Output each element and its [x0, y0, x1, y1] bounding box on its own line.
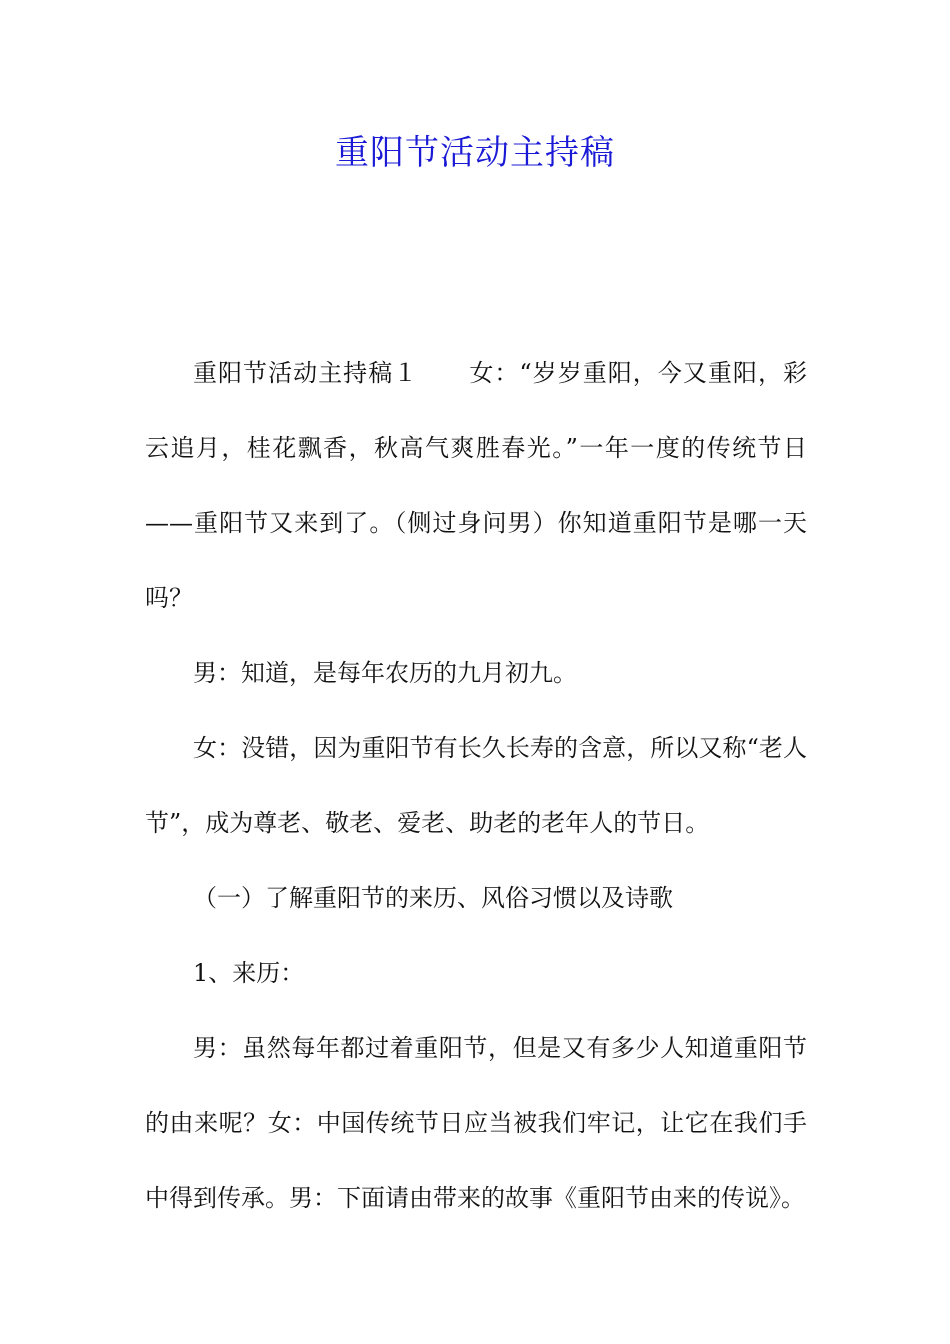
document-title: 重阳节活动主持稿 — [335, 133, 615, 173]
paragraph: 男：知道，是每年农历的九月初九。 — [193, 659, 577, 687]
paragraph: （一）了解重阳节的来历、风俗习惯以及诗歌 — [193, 884, 673, 912]
paragraph-text: 女：“岁岁重阳，今又重阳，彩云追月，桂花飘香，秋高气爽胜春光。”一年一度的传统节日——重阳节又来到了。（侧过身问男）你知道重阳节是哪一天吗？ — [145, 359, 807, 612]
paragraph: 女：没错，因为重阳节有长久长寿的含意，所以又称“老人节”，成为尊老、敬老、爱老、助老的老年人的节日。 — [145, 734, 807, 837]
paragraph-lead: 重阳节活动主持稿１ — [193, 359, 419, 387]
paragraph: 1、来历： — [193, 959, 305, 987]
paragraph: 男：虽然每年都过着重阳节，但是又有多少人知道重阳节的由来呢？女：中国传统节日应当被我们牢记，让它在我们手中得到传承。男：下面请由带来的故事《重阳节由来的传说》。 — [145, 1034, 807, 1212]
document-body — [145, 336, 807, 1236]
paragraph — [145, 336, 807, 636]
